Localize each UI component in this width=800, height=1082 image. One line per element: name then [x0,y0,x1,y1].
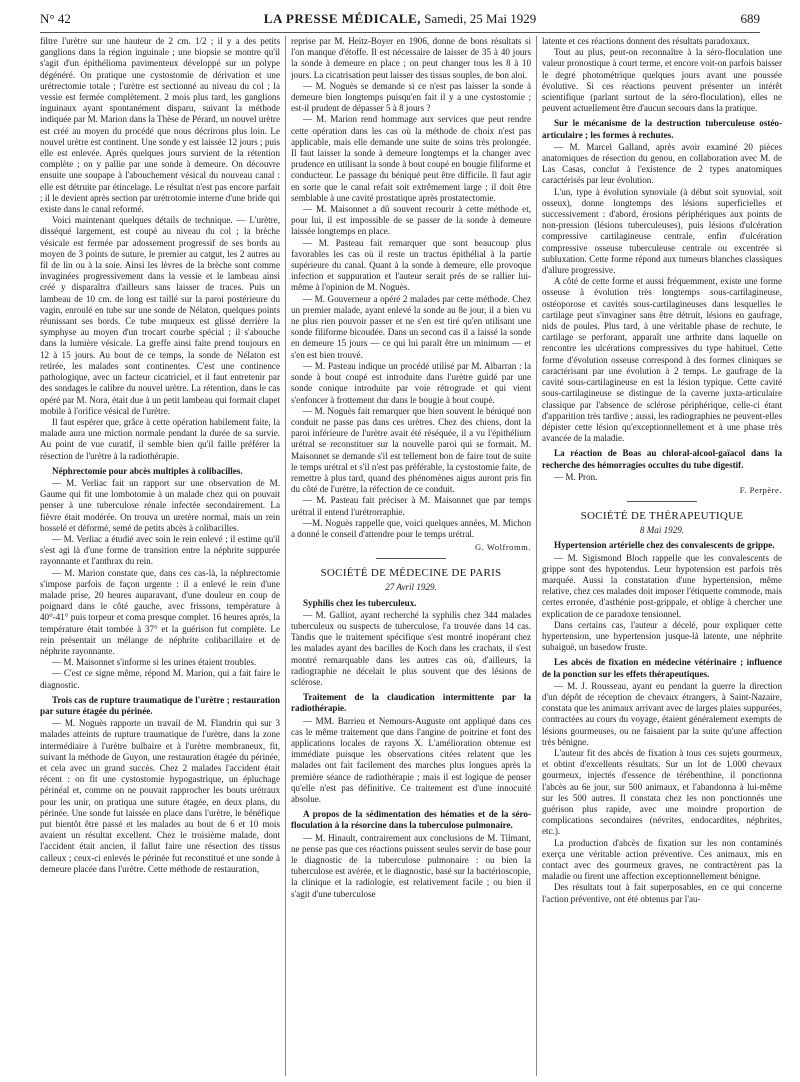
article-heading: Hypertension artérielle chez des convalescents de grippe. [554,540,775,551]
paragraph: — MM. Barrieu et Nemours-Auguste ont appliqué dans ces cas le même traitement que dans l'angine de poitrine et font des applications locales de rayons X. L'amélioration obtenue est immédiate puisque les observations citées relatent que les malades ont fait facilement des marches plus longues après la première séance de radiothérapie ; mais il est logique de penser qu'elle n'est pas définitive. Ce traitement est d'une innocuité absolue. [291,715,531,804]
paragraph: — M. Noguès fait remarquer que bien souvent le béniqué non conduit ne passe pas dans ces urètres. Chez des chiens, dont la paroi inférieure de l'urètre avait été réséquée, il a vu l'épithélium urétral se reconstituer sur la nouvelle paroi qui se formait. M. Maisonnet se demande s'il est tellement bon de faire tout de suite le temps urétral et s'il n'est pas préférable, la cystostomie faite, de remettre à plus tard, quand des phénomènes aigus auront pris fin du côté de l'urètre, la réfection de ce conduit. [291,405,531,495]
paragraph: — C'est ce signe même, répond M. Marion, qui a fait faire le diagnostic. [40,668,280,690]
session-date: 27 Avril 1929. [385,582,437,593]
paragraph: —M. Noguès rappelle que, voici quelques années, M. Michon a donné le conseil d'attendre pour le temps urétral. [291,517,531,539]
paragraph: — M. Maisonnet s'informe si les urines étaient troubles. [52,657,257,668]
paragraph: — M. Noguès se demande si ce n'est pas laisser la sonde à demeure bien longtemps puisqu'en fait il y a une cystostomie ; est-il prudent de dépasser 5 à 8 jours ? [291,80,531,114]
paragraph: — M. Sigismond Bloch rappelle que les convalescents de grippe sont des hypotendus. Leur hypotension est parfois très marquée. Aussi la constatation d'une hypertension, même relative, chez ces malades doit imposer l'étiquette commode, mais certes erronée, d'asthénie post-grippale, et oblige à chercher une explication de ce paradoxe tensionnel. [542,552,782,619]
author-signature: G. Wolfromm. [475,542,531,553]
paragraph: — M. J. Rousseau, ayant eu pendant la guerre la direction d'un dépôt de réception de chevaux étrangers, à Saint-Nazaire, constata que les animaux arrivant avec de larges plaies suppurées, contractées au cours du voyage, étaient généralement exempts de lésions gourmeuses, ou ne faisaient par la suite qu'une affection très bénigne. [542,680,782,747]
paragraph: — M. Maisonnet a dû souvent recourir à cette méthode et, pour lui, il est impossible de se passer de la sonde à demeure laissée longtemps en place. [291,204,531,237]
paragraph: — M. Pasteau fait préciser à M. Maisonnet que par temps urétral il entend l'urétrorraphie. [291,495,531,517]
paragraph: — M. Verliac a étudié avec soin le rein enlevé ; il estime qu'il s'est agi là d'une forme de transition entre la néphrite suppurée rayonnante et l'anthrax du rein. [40,533,280,567]
article-heading: Néphrectomie pour abcès multiples à colibacilles. [52,465,243,476]
column-divider [285,36,286,1076]
column-3 [542,36,782,1076]
paragraph: filtre l'urètre sur une hauteur de 2 cm. 1/2 ; il y a des petits ganglions dans la région inguinale ; une biopsie se montre qu'il s'agit d'un épithélioma pavimenteux développé sur un polype dégénéré. On pratique une cystostomie de dérivation et une urétrectomie totale ; l'urètre est sectionné au niveau du col ; la vessie est fermée complètement. 2 mois plus tard, les ganglions inguinaux ayant spontanément disparu, suivant la méthode indiquée par M. Marion dans la Thèse de Pérard, un nouvel urètre est créé au moyen du procédé que nous décrirons plus loin. Le nouvel urètre est continent. Une sonde y est laissée 12 jours ; puis elle est enlevée. Après quelques jours survient de la rétention complète ; on y pallie par une sonde à demeure. On découvre ensuite une soupape à l'abouchement vésical du nouveau canal : elle est détruite par étincelage. Le résultat n'est pas encore parfait ; il le devient après section par urétrotomie interne d'une bride qui existe dans le canal reformé. [40,36,280,215]
session-date: 8 Mai 1929. [639,525,685,536]
author-signature: F. Perpère. [739,484,782,495]
issue-number: N° 42 [40,11,71,26]
paragraph: La production d'abcès de fixation sur les non contaminés exerça une véritable action préventive. Ces animaux, mis en contact avec des gourmeux graves, ne contractèrent pas la maladie ou firent une affection exceptionnellement bénigne. [542,837,782,882]
paragraph: — M. Noguès rapporte un travail de M. Flandrin qui sur 3 malades atteints de rupture traumatique de l'urètre, dans la zone intermédiaire à l'urètre bulbaire et à l'urètre membraneux, fit, suivant la méthode de Guyon, une restauration étagée du périnée, et cela avec un grand succès. Chez 2 malades l'accident était récent : on fit une cystostomie hypogastrique, un épluchage périnéal et, comme on ne pouvait rapprocher les bouts urétraux pour les unir, on pratiqua une suture étagée, en deux plans, du périnée. Une sonde fut laissée en place dans l'urètre, le bénéfique put bientôt être passé et les malades au bout de 6 et 10 mois avaient un résultat excellent. Chez le troisième malade, dont l'accident était ancien, il fallut faire une résection des tissus calleux ; ceux-ci enlevés le périnée fut reconstitué et une sonde à demeure placée dans l'urètre. Cette méthode de restauration, [40,718,280,874]
paragraph: L'auteur fit des abcès de fixation à tous ces sujets gourmeux, et obtint d'excellents résultats. Sur un lot de 1.000 chevaux gourmeux, injectés d'essence de térébenthine, il ponctionna l'abcès au 6e jour, sur 500 animaux, et l'abandonna à lui-même sur les 500 autres. Il constata chez les non ponctionnés une guérison plus rapide, avec une moindre proportion de complications secondaires (névrites, endocardites, néphrites, etc.). [542,747,782,837]
paragraph: A côté de cette forme et aussi fréquemment, existe une forme osseuse à évolution très longtemps sous-cartilagineuse, ostéoporose et cavités sous-cartilagineuses dans lesquelles le cartilage peut s'invaginer sans être détruit, lésions en gaufrage, nids de poules. Plus tard, à une véritable phase de rechute, le cartilage se perforant, apparaît une arthrite dans laquelle on rencontre les ulcérations compressives du type habituel. Cette forme d'évolution osseuse correspond à des formes cliniques se caractérisant par une évolution à 2 temps. Le gaufrage de la cavité sous-cartilagineuse en est la lésion typique. Cette cavité sous-cartilagineuse se distingue de la caverne juxta-articulaire classique par l'absence de sclérose périphérique, celle-ci étant d'apparition très tardive ; aussi, les radiographies ne peuvent-elles dépister cette lésion qu'exceptionnellement et à une phase très avancée de la maladie. [542,276,782,444]
paragraph: Voici maintenant quelques détails de technique. — L'urètre, disséqué largement, est coupé au niveau du col ; la brèche vésicale est fermée par adossement progressif de ses bords au moyen de 3 points de suture, le premier au catgut, les 2 autres au fil de lin ou à la soie. Ainsi les lèvres de la brèche sont comme invaginées progressivement dans la vessie et le lambeau ainsi créé y disparaîtra d'ailleurs sans laisser de traces. Puis un lambeau de 10 cm. de long est taillé sur la paroi postérieure du vagin, enroulé en tube sur une sonde de Nélaton, quelques points réunissant ses bords. Ce tube muqueux est glissé derrière la symphyse au moyen d'un trocart courbe spécial ; il s'abouche dans la lumière vésicale. La greffe ainsi faite prend toujours en 12 à 15 jours. Au bout de ce temps, la sonde de Nélaton est retirée, les malades sont continentes. C'est une continence pathologique, avec un facteur cicatriciel, et il faut entretenir par des sondages le calibre du nouvel urètre. La rétention, dans le cas opéré par M. Nora, était due à un petit lambeau qui formait clapet mobile à l'orifice vésical de l'urètre. [40,215,280,416]
page-number: 689 [740,11,760,26]
paragraph: — M. Gouverneur a opéré 2 malades par cette méthode. Chez un premier malade, ayant enlevé la sonde au 8e jour, il a bien vu ne plus rien pouvoir passer et ne s'en est tiré qu'en utilisant une sonde filiforme bicoudée. Dans un second cas il a laissé la sonde en demeure 15 jours — ce qui lui paraît être un minimum — et s'en est bien trouvé. [291,293,531,360]
page-header [40,10,760,34]
article-heading: Sur le mécanisme de la destruction tuberculeuse ostéo-articulaire ; les formes à rechutes. [542,118,782,140]
section-rule [627,501,697,502]
section-rule [376,558,446,559]
column-2 [291,36,531,1076]
paragraph: — M. Verliac fait un rapport sur une observation de M. Gaume qui fit une lombotomie à un malade chez qui on pouvait penser à une tuberculose rénale infectée secondairement. La fièvre était modérée. On trouva un uretère normal, mais un rein bosselé et déformé, semé de petits abcès à colibacilles. [40,477,280,533]
paragraph: reprise par M. Heitz-Boyer en 1906, donne de bons résultats si l'on manque d'étoffe. Il est nécessaire de laisser de 35 à 40 jours la sonde à demeure en place ; on peut changer tous les 8 à 10 jours. La cicatrisation peut laisser des tissus souples, de bon aloi. [291,36,531,80]
paragraph: — M. Hinault, contrairement aux conclusions de M. Tilmant, ne pense pas que ces réactions puissent seules servir de base pour le diagnostic de la tuberculose pulmonaire : ou bien la tuberculose est avérée, et le diagnostic, basé sur la bactérioscopie, la clinique et la radiologie, est relativement facile ; ou bien il s'agit d'une tuberculose [291,832,531,899]
paragraph: Dans certains cas, l'auteur a décelé, pour expliquer cette hypertension, une hypertension jusque-là latente, une néphrite subaiguë, un basedow fruste. [542,619,782,653]
paragraph: — M. Galliot, ayant recherché la syphilis chez 344 malades tuberculeux ou suspects de tuberculose, l'a trouvée dans 14 cas. Tandis que le traitement spécifique s'est montré inopérant chez les malades ayant des bacilles de Koch dans les crachats, il s'est montré remarquable dans les autres cas où, d'ailleurs, la radiographie ne décelait le plus souvent que des lésions de sclérose. [291,609,531,687]
header-rule [40,32,760,33]
section-title: SOCIÉTÉ DE THÉRAPEUTIQUE [580,510,744,523]
article-heading: A propos de la sédimentation des hématies et de la séro-floculation à la résorcine dans la tuberculose pulmonaire. [291,809,531,831]
paragraph: — M. Marion constate que, dans ces cas-là, la néphrectomie s'impose parfois de façon urgente : il a enlevé le rein d'une malade prise, 20 heures auparavant, d'une douleur en coup de poignard dans le côté gauche, avec frissons, température à 40°-41° puis torpeur et coma presque complet. 16 heures après, la température était tombée à 37° et la guérison fut complète. Le rein présentait un mélange de néphrite colibacillaire et de néphrite rayonnante. [40,567,280,656]
paragraph: — M. Pron. [554,471,598,482]
paragraph: Il faut espérer que, grâce à cette opération habilement faite, la malade aura une miction normale pendant la durée de sa survie. Au point de vue curatif, il semble bien qu'il faille préférer la résection de l'urètre à la radiothérapie. [40,416,280,461]
paragraph: Tout au plus, peut-on reconnaître à la séro-floculation une valeur pronostique à court terme, et encore voit-on parfois baisser le degré photométrique quelques jours avant une poussée évolutive. Si ces réactions peuvent présenter un intérêt scientifique (parlant surtout de la séro-floculation), elles ne peuvent actuellement être d'aucun secours dans la pratique. [542,47,782,114]
column-divider [536,36,537,1076]
paragraph: — M. Marion rend hommage aux services que peut rendre cette opération dans les cas où la méthode de choix n'est pas applicable, mais elle demande une suite de soins très prolongée. Il faut laisser la sonde à demeure longtemps et la changer avec prudence en utilisant la sonde à bout coupé en bougie filiforme et conducteur. Le passage du béniqué peut être difficile. Il faut agir en sorte que le canal refait soit extrêmement large ; il doit être semblable à une cavité prostatique après prostatectomie. [291,114,531,203]
issue-date: Samedi, 25 Mai 1929 [424,11,537,26]
article-heading: Les abcès de fixation en médecine vétérinaire ; influence de la ponction sur les effets thérapeutiques. [542,657,782,679]
paragraph: — M. Marcel Galland, après avoir examiné 20 pièces anatomiques de résection du genou, en collaboration avec M. de Las Casas, conclut à l'existence de 2 types anatomiques caractérisés par leur évolution. [542,141,782,186]
paragraph: latente et ces réactions donnent des résultats paradoxaux. [542,36,750,46]
article-heading: Syphilis chez les tuberculeux. [303,597,417,608]
paragraph: — M. Pasteau indique un procédé utilisé par M. Albarran : la sonde à bout coupé est introduite dans l'urètre guidé par une sonde conique introduite par voie rétrograde et qui vient s'enfoncer à frottement dur dans le bougie à bout coupé. [291,360,531,405]
journal-name: LA PRESSE MÉDICALE, [263,11,422,26]
column-1 [40,36,280,1076]
article-heading: Trois cas de rupture traumatique de l'urètre ; restauration par suture étagée du périnée. [40,694,280,716]
running-title [40,10,760,28]
section-title: SOCIÉTÉ DE MÉDECINE DE PARIS [320,567,502,580]
article-heading: Traitement de la claudication intermittente par la radiothérapie. [291,692,531,714]
paragraph: — M. Pasteau fait remarquer que sont beaucoup plus favorables les cas où il reste un tractus épithélial à la partie supérieure du canal. Quant à la sonde à demeure, elle provoque infection et suppuration et l'auteur serait prés de se rallier lui-même à l'opinion de M. Noguès. [291,237,531,293]
paragraph: L'un, type à évolution synoviale (à début soit synovial, soit osseux), donne longtemps des lésions superficielles et successivement : d'abord, érosions périphériques aux points de non-pression (lésions tuberculeuses), puis lésions d'ulcération compressive cartilagineuse centrale, enfin d'ulcération compressive osseuse tuberculeuse centrale ou excentrée si subluxation. Cette forme répond aux tumeurs blanches classiques d'allure progressive. [542,186,782,276]
paragraph: Des résultats tout à fait superposables, en ce qui concerne l'action préventive, ont été obtenus par l'au- [542,882,782,904]
article-heading: La réaction de Boas au chloral-alcool-gaïacol dans la recherche des hémorragies occultes du tube digestif. [542,448,782,470]
